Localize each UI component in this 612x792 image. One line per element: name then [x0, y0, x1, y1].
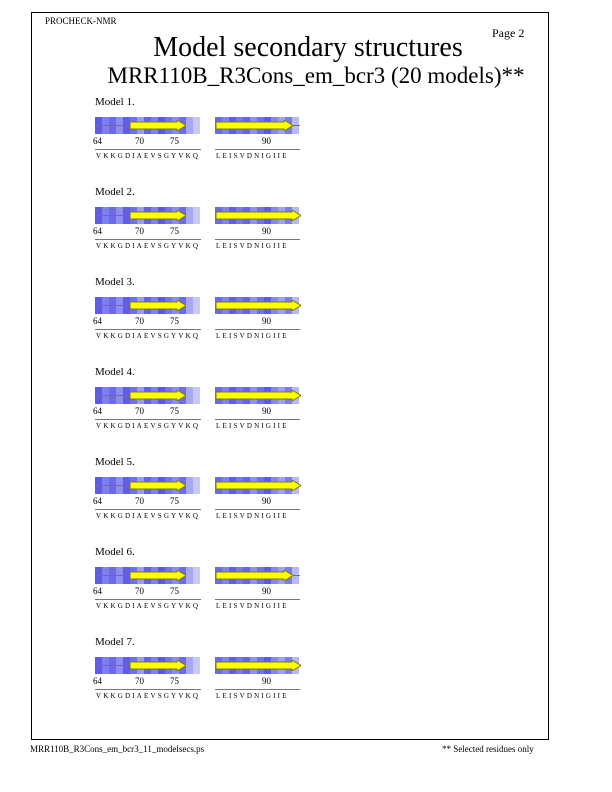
tick-label: 75	[170, 496, 179, 506]
strand-arrow-2	[216, 480, 301, 491]
sequence-text-1: VKKGDIAEVSGYVKQ	[96, 602, 201, 610]
model-block	[95, 186, 315, 266]
sequence-rule	[95, 509, 201, 510]
model-block	[95, 546, 315, 626]
residue-shade-cell	[193, 567, 200, 584]
sequence-rule	[95, 149, 201, 150]
tick-label: 75	[170, 586, 179, 596]
tick-label: 70	[135, 586, 144, 596]
residue-shade-cell	[186, 207, 193, 224]
model-block	[95, 366, 315, 446]
coil-line	[95, 485, 131, 486]
sequence-rule	[95, 419, 201, 420]
coil-line	[293, 575, 300, 576]
sequence-rule	[95, 329, 201, 330]
sequence-rule	[95, 689, 201, 690]
tick-label: 90	[262, 316, 271, 326]
tick-label: 90	[262, 586, 271, 596]
footer-note: ** Selected residues only	[442, 744, 534, 754]
tick-label: 90	[262, 136, 271, 146]
residue-shade-cell	[186, 477, 193, 494]
sequence-rule	[215, 509, 300, 510]
model-label: Model 5.	[95, 456, 135, 468]
tick-label: 90	[262, 496, 271, 506]
strand-arrow-1	[130, 210, 186, 221]
tick-label: 64	[93, 676, 102, 686]
strand-arrow-1	[130, 660, 186, 671]
sequence-text-2: LEISVDNIGIIE	[216, 332, 289, 340]
strand-arrow-2	[216, 570, 293, 581]
sequence-rule	[215, 239, 300, 240]
model-label: Model 4.	[95, 366, 135, 378]
sequence-text-2: LEISVDNIGIIE	[216, 692, 289, 700]
sequence-text-1: VKKGDIAEVSGYVKQ	[96, 512, 201, 520]
program-name: PROCHECK-NMR	[45, 16, 117, 26]
tick-label: 75	[170, 676, 179, 686]
tick-label: 64	[93, 226, 102, 236]
sequence-rule	[215, 149, 300, 150]
coil-line	[95, 215, 131, 216]
sequence-text-1: VKKGDIAEVSGYVKQ	[96, 242, 201, 250]
tick-label: 75	[170, 226, 179, 236]
model-label: Model 3.	[95, 276, 135, 288]
model-label: Model 7.	[95, 636, 135, 648]
sequence-text-1: VKKGDIAEVSGYVKQ	[96, 422, 201, 430]
strand-arrow-1	[130, 570, 186, 581]
residue-shade-cell	[193, 297, 200, 314]
tick-label: 70	[135, 406, 144, 416]
tick-label: 90	[262, 406, 271, 416]
sequence-rule	[215, 599, 300, 600]
sequence-text-2: LEISVDNIGIIE	[216, 602, 289, 610]
residue-shade-cell	[193, 207, 200, 224]
tick-label: 64	[93, 586, 102, 596]
tick-label: 70	[135, 316, 144, 326]
model-label: Model 1.	[95, 96, 135, 108]
strand-arrow-2	[216, 210, 301, 221]
tick-label: 70	[135, 676, 144, 686]
residue-shade-cell	[193, 657, 200, 674]
strand-arrow-1	[130, 120, 186, 131]
coil-line	[293, 125, 300, 126]
coil-line	[95, 305, 131, 306]
tick-label: 64	[93, 136, 102, 146]
sequence-text-2: LEISVDNIGIIE	[216, 512, 289, 520]
sequence-text-2: LEISVDNIGIIE	[216, 422, 289, 430]
sequence-text-1: VKKGDIAEVSGYVKQ	[96, 332, 201, 340]
residue-shade-cell	[193, 117, 200, 134]
page-number: Page 2	[492, 26, 525, 40]
strand-arrow-1	[130, 300, 186, 311]
coil-line	[95, 125, 131, 126]
residue-shade-cell	[186, 567, 193, 584]
sequence-text-1: VKKGDIAEVSGYVKQ	[96, 152, 201, 160]
residue-shade-cell	[186, 297, 193, 314]
tick-label: 90	[262, 676, 271, 686]
model-label: Model 6.	[95, 546, 135, 558]
residue-shade-cell	[186, 387, 193, 404]
tick-label: 75	[170, 136, 179, 146]
tick-label: 70	[135, 136, 144, 146]
coil-line	[95, 665, 131, 666]
residue-shade-cell	[186, 117, 193, 134]
tick-label: 75	[170, 406, 179, 416]
model-block	[95, 276, 315, 356]
tick-label: 70	[135, 226, 144, 236]
sequence-rule	[215, 689, 300, 690]
coil-line	[95, 575, 131, 576]
sequence-rule	[215, 329, 300, 330]
tick-label: 64	[93, 496, 102, 506]
coil-line	[95, 395, 131, 396]
tick-label: 70	[135, 496, 144, 506]
sequence-rule	[95, 599, 201, 600]
sequence-rule	[215, 419, 300, 420]
sequence-rule	[95, 239, 201, 240]
footer-filename: MRR110B_R3Cons_em_bcr3_11_modelsecs.ps	[30, 744, 205, 754]
residue-shade-cell	[186, 657, 193, 674]
strand-arrow-2	[216, 120, 293, 131]
sequence-text-1: VKKGDIAEVSGYVKQ	[96, 692, 201, 700]
model-block	[95, 456, 315, 536]
strand-arrow-2	[216, 300, 301, 311]
residue-shade-cell	[193, 387, 200, 404]
sequence-text-2: LEISVDNIGIIE	[216, 152, 289, 160]
tick-label: 64	[93, 316, 102, 326]
residue-shade-cell	[193, 477, 200, 494]
tick-label: 90	[262, 226, 271, 236]
strand-arrow-2	[216, 390, 301, 401]
strand-arrow-2	[216, 660, 301, 671]
strand-arrow-1	[130, 390, 186, 401]
model-block	[95, 96, 315, 176]
sequence-text-2: LEISVDNIGIIE	[216, 242, 289, 250]
page-title: Model secondary structures	[153, 32, 463, 63]
model-label: Model 2.	[95, 186, 135, 198]
strand-arrow-1	[130, 480, 186, 491]
tick-label: 64	[93, 406, 102, 416]
page-subtitle: MRR110B_R3Cons_em_bcr3 (20 models)**	[107, 63, 525, 88]
model-block	[95, 636, 315, 716]
tick-label: 75	[170, 316, 179, 326]
